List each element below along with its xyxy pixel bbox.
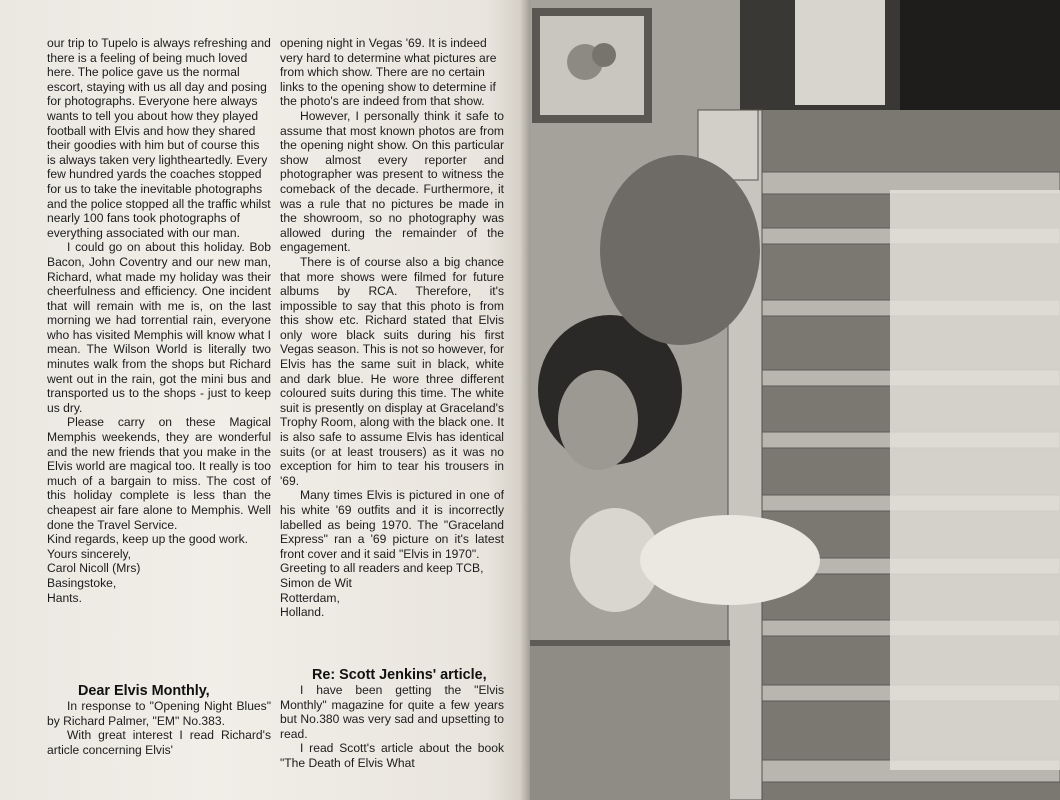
- letter3-body: [280, 683, 504, 771]
- letter1-signoff-5: Hants.: [47, 590, 82, 605]
- letter2-cont-para-4: Many times Elvis is pictured in one of his white '69 outfits and it is incorrectly labelled as being 1970. The "Graceland Express" ran a '69 picture on it's latest front cover and it said "Elvis in 1970".: [280, 488, 504, 561]
- column-left: [47, 36, 271, 605]
- letter2-signoff-1: Greeting to all readers and keep TCB,: [280, 561, 484, 576]
- letter2-signoff-4: Holland.: [280, 605, 325, 620]
- letter2-cont-para-2: However, I personally think it safe to assume that most known photos are from the opening night show. On this particular show almost every reporter and photographer was present to witness the comeback of the decade. Furthermore, it was a rule that no pictures be made in the showroom, so no photography was allowed during the remainder of the engagement.: [280, 108, 504, 255]
- letter1-signoff-2: Yours sincerely,: [47, 546, 132, 561]
- letter2-para-2: With great interest I read Richard's article concerning Elvis': [47, 728, 271, 757]
- column-right: [280, 36, 504, 620]
- letter1-para-1: our trip to Tupelo is always refreshing and there is a feeling of being much loved here. The police gave us the normal escort, staying with us all day and posing for photographs. Everyone here always wants to tell you about how they played football with Elvis and how they shared their goodies with him but of course this is always taken very lightheartedly. Every few hundred yards the coaches stopped for us to take the inevitable photographs and the police stopped all the traffic whilst nearly 100 fans took photographs of everything associated with our man.: [47, 36, 271, 240]
- letter1-signoff-3: Carol Nicoll (Mrs): [47, 561, 141, 576]
- letter2-signoff-3: Rotterdam,: [280, 590, 340, 605]
- letter2-cont-para-1: opening night in Vegas '69. It is indeed very hard to determine what pictures are from which show. There are no certain links to the opening show to determine if the photo's are indeed from that show.: [280, 36, 497, 109]
- letter1-signoff-4: Basingstoke,: [47, 575, 117, 590]
- letter1-signoff-1: Kind regards, keep up the good work.: [47, 532, 249, 547]
- photograph-elvis-with-child-in-crib-icon: [530, 0, 1060, 800]
- letter2-body: [47, 699, 271, 757]
- letter2-heading: Dear Elvis Monthly,: [78, 683, 210, 699]
- letter3-heading: Re: Scott Jenkins' article,: [312, 667, 487, 683]
- page-gutter: [520, 0, 530, 800]
- letter3-para-2: I read Scott's article about the book "The Death of Elvis What: [280, 741, 504, 770]
- letter3-para-1: I have been getting the "Elvis Monthly" magazine for quite a few years but No.380 was very sad and upsetting to read.: [280, 683, 504, 741]
- letter2-cont-para-3: There is of course also a big chance that more shows were filmed for future albums by RCA. Therefore, it's impossible to say that this photo is from this show etc. Richard stated that Elvis only wore black suits during his first Vegas season. This is not so however, for Elvis has the same suit in black, white and dark blue. He wore three different coloured suits during this time. The white suit is presently on display at Graceland's Trophy Room, along with the black one. It is also safe to assume Elvis has identical suits (or at least trousers) as it was no exception for him to tear his trousers in '69.: [280, 254, 504, 488]
- letter1-para-3: Please carry on these Magical Memphis weekends, they are wonderful and the new friends that you make in the Elvis world are magical too. It really is too much of a bargain to miss. The cost of this holiday complete is less than the cheapest air fare alone to Memphis. Well done the Travel Service.: [47, 415, 271, 532]
- letter2-signoff-2: Simon de Wit: [280, 575, 352, 590]
- letter1-para-2: I could go on about this holiday. Bob Bacon, John Coventry and our new man, Richard, what made my holiday was their cheerfulness and efficiency. One incident that will remain with me is, on the last morning we had torrential rain, everyone who has visited Memphis will know what I mean. The Wilson World is literally two minutes walk from the shops but Richard went out in the rain, got the mini bus and transported us to the shops - just to keep us dry.: [47, 240, 271, 415]
- letter2-para-1: In response to "Opening Night Blues" by Richard Palmer, "EM" No.383.: [47, 699, 271, 728]
